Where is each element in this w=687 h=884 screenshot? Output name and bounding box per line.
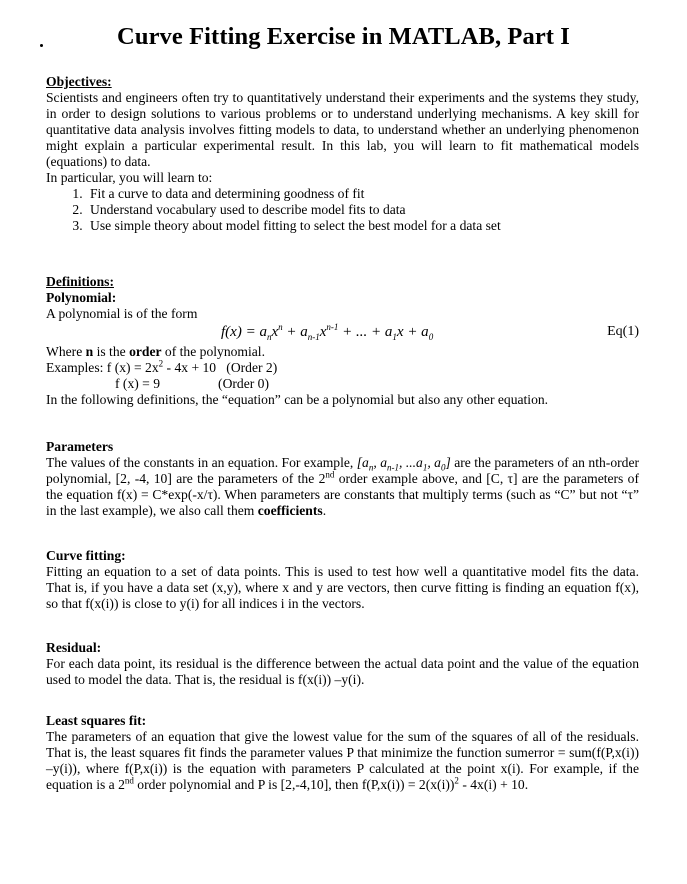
objectives-heading: Objectives: bbox=[46, 74, 112, 89]
residual-heading: Residual: bbox=[46, 640, 102, 655]
list-item: 2. Understand vocabulary used to describe model fits to data bbox=[86, 202, 639, 218]
definitions-heading: Definitions: bbox=[46, 274, 114, 289]
parameters-text: The values of the constants in an equation. For example, [$a_n$, $a_{n-1}$, $...a_1$, $a_0$] are the parameters of an nth-order polynomial, [2, -4, 10] are the parameters of the 2nd order example above, and [C, τ] are the parameters of the equation f(x) = C*exp(-x/τ). When parameters are constants that multiply terms (such as “C” but not “τ” in the last example), we also call them coefficients. bbox=[46, 455, 640, 518]
parameters-section bbox=[46, 439, 639, 519]
objectives-section bbox=[46, 74, 639, 234]
residual-section bbox=[46, 640, 639, 688]
objectives-list bbox=[46, 186, 639, 234]
polynomial-heading: Polynomial: bbox=[46, 290, 117, 305]
example-order2: Examples: f $(x) = 2x^2 - 4x + 10$ (Order 2) bbox=[46, 358, 278, 375]
least-squares-section bbox=[46, 713, 639, 793]
polynomial-intro: A polynomial is of the form bbox=[46, 306, 198, 321]
list-item: 1. Fit a curve to data and determining goodness of fit bbox=[86, 186, 639, 202]
least-squares-heading: Least squares fit: bbox=[46, 713, 147, 728]
residual-text: For each data point, its residual is the difference between the actual data point and the value of the equation used to model the data. That is, the residual is f(x(i)) –y(i). bbox=[46, 656, 639, 687]
least-squares-text: The parameters of an equation that give the lowest value for the sum of the squares of all of the residuals. That is, the least squares fit finds the parameter values P that minimize the function sumerror = sum(f(P,x(i)) –y(i)), where f(P,x(i)) is the equation with parameters P calculated at the point x(i). For example, if the equation is a 2nd order polynomial and P is [2,-4,10], then $f(P,x(i)) = 2(x(i))^2 - 4x(i) + 10$. bbox=[46, 729, 639, 792]
definitions-note: In the following definitions, the “equation” can be a polynomial but also any other equation. bbox=[46, 392, 549, 407]
curve-fitting-heading: Curve fitting: bbox=[46, 548, 126, 563]
objectives-intro: In particular, you will learn to: bbox=[46, 170, 213, 185]
example-order0: f (x) = 9 (Order 0) bbox=[115, 376, 269, 391]
equation-row bbox=[46, 322, 639, 344]
page-title: Curve Fitting Exercise in MATLAB, Part I bbox=[117, 23, 570, 50]
equation-number: Eq(1) bbox=[607, 324, 639, 339]
list-item: 3. Use simple theory about model fitting to select the best model for a data set bbox=[86, 218, 639, 234]
curve-fitting-section bbox=[46, 548, 639, 612]
definitions-section bbox=[46, 274, 639, 408]
order-definition: Where n is the order of the polynomial. bbox=[46, 344, 265, 359]
curve-fitting-text: Fitting an equation to a set of data points. This is used to test how well a quantitative model fits the data. That is, if you have a data set (x,y), where x and y are vectors, then curve fitting is finding an equation f(x), so that f(x(i)) is close to y(i) for all indices i in the vectors. bbox=[46, 564, 639, 611]
polynomial-equation: $f(x) = a_nx^n + a_{n-1}x^{n-1}$ + ... + $a_1x + a_0$ bbox=[221, 322, 434, 342]
objectives-paragraph: Scientists and engineers often try to quantitatively understand their experiments and the systems they study, in order to design solutions to various problems or to understand underlying mechanisms. A key skill for quantitative data analysis involves fitting models to data, to understand whether an underlying phenomenon might explain a particular experimental result. In this lab, you will learn to fit mathematical models (equations) to data. bbox=[46, 90, 639, 169]
parameters-heading: Parameters bbox=[46, 439, 114, 454]
